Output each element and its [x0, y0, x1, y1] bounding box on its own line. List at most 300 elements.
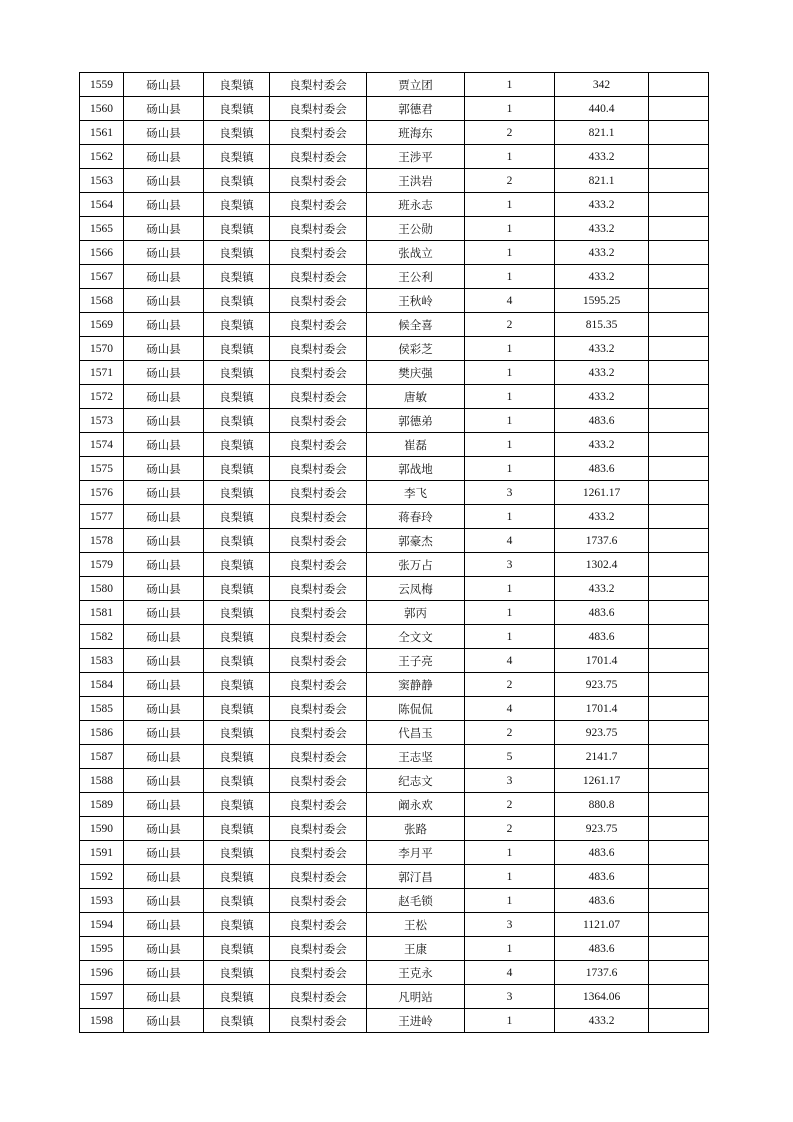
- table-row: [80, 577, 709, 601]
- county-cell: 砀山县: [124, 769, 204, 793]
- household-size-cell: 1: [465, 409, 555, 433]
- amount-cell: 483.6: [555, 457, 649, 481]
- remark-cell: [649, 121, 709, 145]
- amount-cell: 1261.17: [555, 769, 649, 793]
- row-number: 1584: [80, 673, 124, 697]
- village-committee-cell: 良梨村委会: [270, 505, 367, 529]
- town-cell: 良梨镇: [204, 601, 270, 625]
- amount-cell: 483.6: [555, 409, 649, 433]
- village-committee-cell: 良梨村委会: [270, 457, 367, 481]
- household-size-cell: 2: [465, 817, 555, 841]
- name-cell: 云凤梅: [367, 577, 465, 601]
- remark-cell: [649, 193, 709, 217]
- village-committee-cell: 良梨村委会: [270, 337, 367, 361]
- name-cell: 王克永: [367, 961, 465, 985]
- remark-cell: [649, 793, 709, 817]
- household-size-cell: 1: [465, 433, 555, 457]
- county-cell: 砀山县: [124, 817, 204, 841]
- town-cell: 良梨镇: [204, 985, 270, 1009]
- county-cell: 砀山县: [124, 73, 204, 97]
- row-number: 1588: [80, 769, 124, 793]
- household-size-cell: 1: [465, 577, 555, 601]
- remark-cell: [649, 73, 709, 97]
- county-cell: 砀山县: [124, 481, 204, 505]
- town-cell: 良梨镇: [204, 121, 270, 145]
- village-committee-cell: 良梨村委会: [270, 577, 367, 601]
- household-size-cell: 1: [465, 505, 555, 529]
- amount-cell: 433.2: [555, 577, 649, 601]
- table-row: [80, 913, 709, 937]
- row-number: 1571: [80, 361, 124, 385]
- remark-cell: [649, 625, 709, 649]
- remark-cell: [649, 241, 709, 265]
- town-cell: 良梨镇: [204, 937, 270, 961]
- village-committee-cell: 良梨村委会: [270, 841, 367, 865]
- remark-cell: [649, 649, 709, 673]
- remark-cell: [649, 337, 709, 361]
- remark-cell: [649, 481, 709, 505]
- household-size-cell: 1: [465, 937, 555, 961]
- village-committee-cell: 良梨村委会: [270, 385, 367, 409]
- table-row: [80, 385, 709, 409]
- remark-cell: [649, 913, 709, 937]
- table-row: [80, 817, 709, 841]
- village-committee-cell: 良梨村委会: [270, 913, 367, 937]
- name-cell: 郭丙: [367, 601, 465, 625]
- name-cell: 代昌玉: [367, 721, 465, 745]
- remark-cell: [649, 529, 709, 553]
- town-cell: 良梨镇: [204, 241, 270, 265]
- town-cell: 良梨镇: [204, 337, 270, 361]
- name-cell: 樊庆强: [367, 361, 465, 385]
- name-cell: 王公利: [367, 265, 465, 289]
- row-number: 1598: [80, 1009, 124, 1033]
- town-cell: 良梨镇: [204, 529, 270, 553]
- town-cell: 良梨镇: [204, 97, 270, 121]
- remark-cell: [649, 961, 709, 985]
- household-size-cell: 3: [465, 481, 555, 505]
- county-cell: 砀山县: [124, 121, 204, 145]
- household-size-cell: 1: [465, 625, 555, 649]
- name-cell: 班海东: [367, 121, 465, 145]
- row-number: 1592: [80, 865, 124, 889]
- household-size-cell: 1: [465, 241, 555, 265]
- name-cell: 郭战地: [367, 457, 465, 481]
- village-committee-cell: 良梨村委会: [270, 97, 367, 121]
- amount-cell: 2141.7: [555, 745, 649, 769]
- name-cell: 张万占: [367, 553, 465, 577]
- row-number: 1590: [80, 817, 124, 841]
- county-cell: 砀山县: [124, 745, 204, 769]
- town-cell: 良梨镇: [204, 505, 270, 529]
- remark-cell: [649, 409, 709, 433]
- county-cell: 砀山县: [124, 553, 204, 577]
- remark-cell: [649, 217, 709, 241]
- county-cell: 砀山县: [124, 97, 204, 121]
- name-cell: 李月平: [367, 841, 465, 865]
- town-cell: 良梨镇: [204, 745, 270, 769]
- county-cell: 砀山县: [124, 385, 204, 409]
- amount-cell: 1261.17: [555, 481, 649, 505]
- row-number: 1591: [80, 841, 124, 865]
- table-row: [80, 481, 709, 505]
- amount-cell: 1121.07: [555, 913, 649, 937]
- village-committee-cell: 良梨村委会: [270, 865, 367, 889]
- name-cell: 王秋岭: [367, 289, 465, 313]
- amount-cell: 433.2: [555, 361, 649, 385]
- remark-cell: [649, 361, 709, 385]
- town-cell: 良梨镇: [204, 721, 270, 745]
- village-committee-cell: 良梨村委会: [270, 73, 367, 97]
- amount-cell: 433.2: [555, 505, 649, 529]
- town-cell: 良梨镇: [204, 769, 270, 793]
- village-committee-cell: 良梨村委会: [270, 241, 367, 265]
- amount-cell: 433.2: [555, 193, 649, 217]
- village-committee-cell: 良梨村委会: [270, 313, 367, 337]
- county-cell: 砀山县: [124, 457, 204, 481]
- row-number: 1566: [80, 241, 124, 265]
- row-number: 1595: [80, 937, 124, 961]
- table-row: [80, 73, 709, 97]
- town-cell: 良梨镇: [204, 145, 270, 169]
- table-row: [80, 289, 709, 313]
- town-cell: 良梨镇: [204, 457, 270, 481]
- remark-cell: [649, 457, 709, 481]
- amount-cell: 880.8: [555, 793, 649, 817]
- household-size-cell: 4: [465, 289, 555, 313]
- village-committee-cell: 良梨村委会: [270, 553, 367, 577]
- household-size-cell: 3: [465, 985, 555, 1009]
- village-committee-cell: 良梨村委会: [270, 625, 367, 649]
- amount-cell: 483.6: [555, 625, 649, 649]
- county-cell: 砀山县: [124, 577, 204, 601]
- household-size-cell: 1: [465, 601, 555, 625]
- household-size-cell: 2: [465, 169, 555, 193]
- county-cell: 砀山县: [124, 265, 204, 289]
- town-cell: 良梨镇: [204, 793, 270, 817]
- county-cell: 砀山县: [124, 337, 204, 361]
- amount-cell: 1737.6: [555, 529, 649, 553]
- remark-cell: [649, 1009, 709, 1033]
- household-size-cell: 1: [465, 337, 555, 361]
- village-committee-cell: 良梨村委会: [270, 1009, 367, 1033]
- amount-cell: 821.1: [555, 169, 649, 193]
- county-cell: 砀山县: [124, 409, 204, 433]
- remark-cell: [649, 601, 709, 625]
- amount-cell: 483.6: [555, 841, 649, 865]
- village-committee-cell: 良梨村委会: [270, 169, 367, 193]
- name-cell: 陈侃侃: [367, 697, 465, 721]
- household-size-cell: 3: [465, 769, 555, 793]
- village-committee-cell: 良梨村委会: [270, 601, 367, 625]
- row-number: 1572: [80, 385, 124, 409]
- row-number: 1596: [80, 961, 124, 985]
- row-number: 1562: [80, 145, 124, 169]
- row-number: 1581: [80, 601, 124, 625]
- row-number: 1577: [80, 505, 124, 529]
- name-cell: 王子亮: [367, 649, 465, 673]
- amount-cell: 815.35: [555, 313, 649, 337]
- village-committee-cell: 良梨村委会: [270, 769, 367, 793]
- household-size-cell: 1: [465, 1009, 555, 1033]
- household-size-cell: 1: [465, 193, 555, 217]
- village-committee-cell: 良梨村委会: [270, 649, 367, 673]
- remark-cell: [649, 97, 709, 121]
- row-number: 1594: [80, 913, 124, 937]
- name-cell: 张战立: [367, 241, 465, 265]
- amount-cell: 1364.06: [555, 985, 649, 1009]
- name-cell: 凡明站: [367, 985, 465, 1009]
- amount-cell: 821.1: [555, 121, 649, 145]
- village-committee-cell: 良梨村委会: [270, 409, 367, 433]
- county-cell: 砀山县: [124, 913, 204, 937]
- household-size-cell: 1: [465, 385, 555, 409]
- county-cell: 砀山县: [124, 673, 204, 697]
- row-number: 1576: [80, 481, 124, 505]
- remark-cell: [649, 673, 709, 697]
- remark-cell: [649, 265, 709, 289]
- county-cell: 砀山县: [124, 961, 204, 985]
- name-cell: 郭汀昌: [367, 865, 465, 889]
- amount-cell: 433.2: [555, 145, 649, 169]
- household-size-cell: 1: [465, 73, 555, 97]
- village-committee-cell: 良梨村委会: [270, 889, 367, 913]
- town-cell: 良梨镇: [204, 961, 270, 985]
- town-cell: 良梨镇: [204, 433, 270, 457]
- name-cell: 王涉平: [367, 145, 465, 169]
- row-number: 1583: [80, 649, 124, 673]
- row-number: 1568: [80, 289, 124, 313]
- amount-cell: 433.2: [555, 433, 649, 457]
- table-row: [80, 889, 709, 913]
- county-cell: 砀山县: [124, 505, 204, 529]
- name-cell: 候全喜: [367, 313, 465, 337]
- table-row: [80, 721, 709, 745]
- remark-cell: [649, 145, 709, 169]
- county-cell: 砀山县: [124, 169, 204, 193]
- remark-cell: [649, 385, 709, 409]
- row-number: 1587: [80, 745, 124, 769]
- household-size-cell: 1: [465, 265, 555, 289]
- name-cell: 唐敏: [367, 385, 465, 409]
- name-cell: 张路: [367, 817, 465, 841]
- remark-cell: [649, 745, 709, 769]
- county-cell: 砀山县: [124, 697, 204, 721]
- village-committee-cell: 良梨村委会: [270, 793, 367, 817]
- name-cell: 崔磊: [367, 433, 465, 457]
- table-row: [80, 337, 709, 361]
- table-row: [80, 145, 709, 169]
- town-cell: 良梨镇: [204, 361, 270, 385]
- row-number: 1580: [80, 577, 124, 601]
- name-cell: 班永志: [367, 193, 465, 217]
- name-cell: 李飞: [367, 481, 465, 505]
- amount-cell: 1302.4: [555, 553, 649, 577]
- town-cell: 良梨镇: [204, 169, 270, 193]
- name-cell: 王洪岩: [367, 169, 465, 193]
- town-cell: 良梨镇: [204, 625, 270, 649]
- county-cell: 砀山县: [124, 865, 204, 889]
- town-cell: 良梨镇: [204, 865, 270, 889]
- table-row: [80, 961, 709, 985]
- table-row: [80, 601, 709, 625]
- table-row: [80, 457, 709, 481]
- county-cell: 砀山县: [124, 625, 204, 649]
- name-cell: 王公勋: [367, 217, 465, 241]
- village-committee-cell: 良梨村委会: [270, 217, 367, 241]
- remark-cell: [649, 769, 709, 793]
- row-number: 1570: [80, 337, 124, 361]
- name-cell: 蒋春玲: [367, 505, 465, 529]
- row-number: 1597: [80, 985, 124, 1009]
- household-size-cell: 3: [465, 913, 555, 937]
- row-number: 1559: [80, 73, 124, 97]
- county-cell: 砀山县: [124, 529, 204, 553]
- household-size-cell: 1: [465, 145, 555, 169]
- remark-cell: [649, 169, 709, 193]
- household-size-cell: 2: [465, 793, 555, 817]
- village-committee-cell: 良梨村委会: [270, 937, 367, 961]
- remark-cell: [649, 577, 709, 601]
- county-cell: 砀山县: [124, 193, 204, 217]
- amount-cell: 483.6: [555, 601, 649, 625]
- amount-cell: 923.75: [555, 721, 649, 745]
- amount-cell: 1701.4: [555, 649, 649, 673]
- village-committee-cell: 良梨村委会: [270, 745, 367, 769]
- row-number: 1573: [80, 409, 124, 433]
- town-cell: 良梨镇: [204, 73, 270, 97]
- household-size-cell: 1: [465, 97, 555, 121]
- household-size-cell: 2: [465, 313, 555, 337]
- town-cell: 良梨镇: [204, 649, 270, 673]
- county-cell: 砀山县: [124, 145, 204, 169]
- household-size-cell: 2: [465, 721, 555, 745]
- name-cell: 郭德弟: [367, 409, 465, 433]
- row-number: 1564: [80, 193, 124, 217]
- town-cell: 良梨镇: [204, 409, 270, 433]
- roster-table: [79, 72, 709, 1033]
- household-size-cell: 1: [465, 865, 555, 889]
- table-row: [80, 745, 709, 769]
- county-cell: 砀山县: [124, 1009, 204, 1033]
- county-cell: 砀山县: [124, 217, 204, 241]
- town-cell: 良梨镇: [204, 553, 270, 577]
- village-committee-cell: 良梨村委会: [270, 265, 367, 289]
- remark-cell: [649, 505, 709, 529]
- table-row: [80, 121, 709, 145]
- table-row: [80, 409, 709, 433]
- table-row: [80, 169, 709, 193]
- table-row: [80, 937, 709, 961]
- amount-cell: 483.6: [555, 889, 649, 913]
- table-row: [80, 793, 709, 817]
- table-row: [80, 217, 709, 241]
- table-row: [80, 841, 709, 865]
- county-cell: 砀山县: [124, 313, 204, 337]
- village-committee-cell: 良梨村委会: [270, 361, 367, 385]
- remark-cell: [649, 865, 709, 889]
- row-number: 1593: [80, 889, 124, 913]
- amount-cell: 440.4: [555, 97, 649, 121]
- village-committee-cell: 良梨村委会: [270, 121, 367, 145]
- amount-cell: 433.2: [555, 241, 649, 265]
- remark-cell: [649, 289, 709, 313]
- village-committee-cell: 良梨村委会: [270, 697, 367, 721]
- name-cell: 纪志文: [367, 769, 465, 793]
- county-cell: 砀山县: [124, 241, 204, 265]
- amount-cell: 433.2: [555, 385, 649, 409]
- name-cell: 贾立团: [367, 73, 465, 97]
- table-row: [80, 769, 709, 793]
- row-number: 1563: [80, 169, 124, 193]
- village-committee-cell: 良梨村委会: [270, 817, 367, 841]
- amount-cell: 1737.6: [555, 961, 649, 985]
- amount-cell: 923.75: [555, 673, 649, 697]
- remark-cell: [649, 433, 709, 457]
- town-cell: 良梨镇: [204, 265, 270, 289]
- town-cell: 良梨镇: [204, 841, 270, 865]
- town-cell: 良梨镇: [204, 577, 270, 601]
- row-number: 1560: [80, 97, 124, 121]
- amount-cell: 433.2: [555, 1009, 649, 1033]
- table-row: [80, 433, 709, 457]
- remark-cell: [649, 313, 709, 337]
- row-number: 1561: [80, 121, 124, 145]
- household-size-cell: 2: [465, 673, 555, 697]
- household-size-cell: 5: [465, 745, 555, 769]
- table-row: [80, 241, 709, 265]
- village-committee-cell: 良梨村委会: [270, 145, 367, 169]
- row-number: 1586: [80, 721, 124, 745]
- table-row: [80, 697, 709, 721]
- household-size-cell: 1: [465, 841, 555, 865]
- village-committee-cell: 良梨村委会: [270, 961, 367, 985]
- name-cell: 郭豪杰: [367, 529, 465, 553]
- household-size-cell: 3: [465, 553, 555, 577]
- remark-cell: [649, 841, 709, 865]
- table-row: [80, 985, 709, 1009]
- amount-cell: 433.2: [555, 265, 649, 289]
- remark-cell: [649, 817, 709, 841]
- row-number: 1567: [80, 265, 124, 289]
- remark-cell: [649, 985, 709, 1009]
- name-cell: 侯彩芝: [367, 337, 465, 361]
- county-cell: 砀山县: [124, 289, 204, 313]
- county-cell: 砀山县: [124, 433, 204, 457]
- table-row: [80, 553, 709, 577]
- name-cell: 王志坚: [367, 745, 465, 769]
- town-cell: 良梨镇: [204, 385, 270, 409]
- county-cell: 砀山县: [124, 601, 204, 625]
- county-cell: 砀山县: [124, 889, 204, 913]
- row-number: 1569: [80, 313, 124, 337]
- name-cell: 阚永欢: [367, 793, 465, 817]
- household-size-cell: 1: [465, 457, 555, 481]
- table-row: [80, 529, 709, 553]
- remark-cell: [649, 937, 709, 961]
- name-cell: 郭德君: [367, 97, 465, 121]
- village-committee-cell: 良梨村委会: [270, 721, 367, 745]
- household-size-cell: 1: [465, 889, 555, 913]
- row-number: 1585: [80, 697, 124, 721]
- name-cell: 赵毛锁: [367, 889, 465, 913]
- county-cell: 砀山县: [124, 937, 204, 961]
- row-number: 1565: [80, 217, 124, 241]
- row-number: 1589: [80, 793, 124, 817]
- county-cell: 砀山县: [124, 361, 204, 385]
- table-row: [80, 193, 709, 217]
- amount-cell: 1595.25: [555, 289, 649, 313]
